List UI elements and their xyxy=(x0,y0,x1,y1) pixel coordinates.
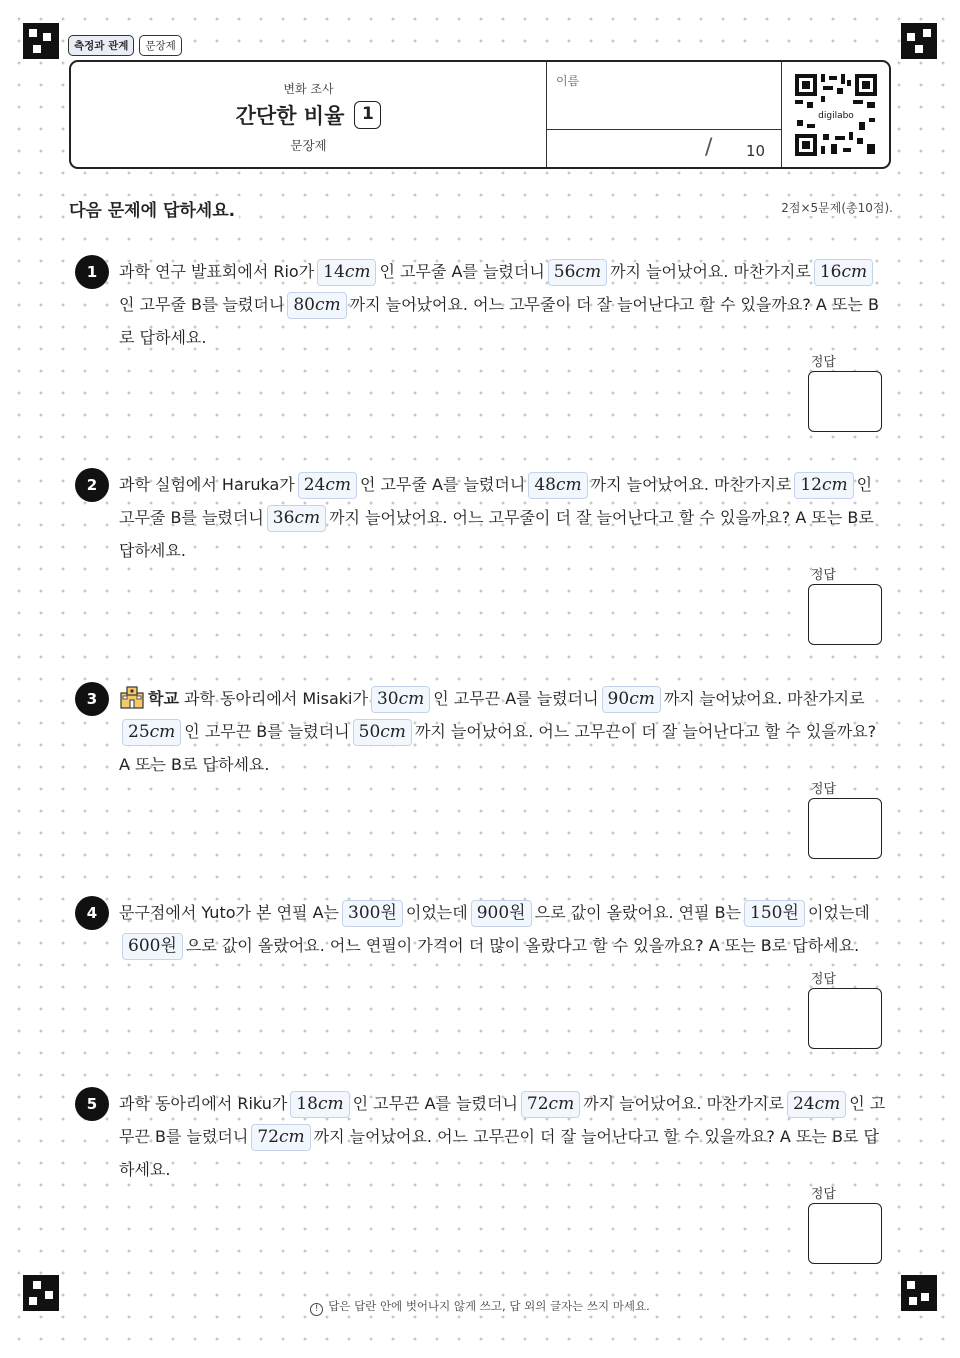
worksheet-header xyxy=(69,60,891,169)
answer-label: 정답 xyxy=(810,568,836,583)
value-unit: cm xyxy=(398,689,425,709)
value-box xyxy=(548,259,607,286)
divider xyxy=(547,129,781,130)
header-subtitle: 변화 조사 xyxy=(283,82,334,96)
instruction-text: 다음 문제에 답하세요. xyxy=(69,196,239,221)
problem-text-segment: 과학 연구 발표회에서 Rio가 xyxy=(119,262,315,281)
answer-label: 정답 xyxy=(810,782,836,797)
value-box xyxy=(814,259,873,286)
value-box xyxy=(267,505,326,532)
value-box xyxy=(471,900,532,927)
tag-type: 문장제 xyxy=(139,35,181,56)
problem-text-segment: 인 고무끈 B를 늘렸더니 xyxy=(119,1094,886,1146)
problem-text-segment: 까지 늘어났어요. 어느 고무끈이 더 잘 늘어난다고 할 수 있을까요? A 또는 B로 답하세요. xyxy=(119,722,877,774)
value-number: 72 xyxy=(257,1127,279,1147)
value-unit: cm xyxy=(344,262,371,282)
value-number: 80 xyxy=(293,295,315,315)
qr-label: digilabo xyxy=(818,111,854,121)
value-number: 900 xyxy=(476,903,510,923)
footer-text: 답은 답란 안에 벗어나지 않게 쓰고, 답 외의 글자는 쓰지 마세요. xyxy=(328,1299,650,1313)
value-number: 16 xyxy=(819,262,842,282)
problem-text-segment: 인 고무줄 B를 늘렸더니 xyxy=(119,475,873,527)
problem-text-segment: 인 고무줄 A를 늘렸더니 xyxy=(360,475,526,494)
problem-number: 1 xyxy=(75,255,109,289)
problem-text-segment: 인 고무줄 B를 늘렸더니 xyxy=(119,295,285,314)
problem-text-segment: 과학 실험에서 Haruka가 xyxy=(119,475,295,494)
value-unit: cm xyxy=(555,475,582,495)
problem-number: 4 xyxy=(75,896,109,930)
value-box xyxy=(122,719,181,746)
value-box xyxy=(371,686,430,713)
value-box xyxy=(528,472,587,499)
scoring-info: 2점×5문제(총10점). xyxy=(781,201,893,215)
problem-text-segment: 인 고무끈 A를 늘렸더니 xyxy=(352,1094,518,1113)
value-number: 150 xyxy=(750,903,783,923)
value-unit: 원 xyxy=(380,903,397,923)
problem-text-segment: 이었는데 xyxy=(405,903,468,922)
corner-marker-top-right xyxy=(901,23,937,59)
problem-text-segment: 으로 값이 올랐어요. 어느 연필이 가격이 더 많이 올랐다고 할 수 있을까요? A 또는 B로 답하세요. xyxy=(185,936,860,955)
header-type: 문장제 xyxy=(290,138,327,153)
problem-text xyxy=(119,1087,887,1186)
school-icon xyxy=(119,685,145,709)
value-box xyxy=(521,1091,580,1118)
value-number: 18 xyxy=(296,1094,318,1114)
answer-box[interactable] xyxy=(808,988,882,1049)
value-box xyxy=(287,292,346,319)
page-title-text: 간단한 비율 xyxy=(235,104,345,128)
value-unit: cm xyxy=(629,689,655,709)
problem-text-segment: 문구점에서 Yuto가 본 연필 A는 xyxy=(119,903,339,922)
value-number: 24 xyxy=(303,475,326,495)
value-number: 56 xyxy=(553,262,576,282)
problem-prefix: 학교 xyxy=(148,689,179,708)
value-unit: cm xyxy=(548,1094,575,1114)
score-slash: / xyxy=(705,135,713,160)
value-number: 30 xyxy=(376,689,399,709)
problem-text-segment: 까지 늘어났어요. 마찬가지로 xyxy=(583,1094,784,1113)
title-block xyxy=(71,62,546,167)
value-box xyxy=(317,259,376,286)
answer-label: 정답 xyxy=(810,355,836,370)
problem-text-segment: 인 고무줄 A를 늘렸더니 xyxy=(379,262,545,281)
value-box xyxy=(787,1091,846,1118)
problem-text-segment: 인 고무끈 A를 늘렸더니 xyxy=(433,689,599,708)
answer-box[interactable] xyxy=(808,371,882,432)
value-number: 25 xyxy=(128,722,150,742)
score-total: 10 xyxy=(746,142,766,160)
problem-text-segment: 인 고무끈 B를 늘렸더니 xyxy=(184,722,350,741)
problem-5 xyxy=(75,1087,890,1268)
value-box xyxy=(251,1124,310,1151)
problem-number: 5 xyxy=(75,1087,109,1121)
value-box xyxy=(290,1091,349,1118)
problem-text-segment: 으로 값이 올랐어요. 연필 B는 xyxy=(534,903,742,922)
name-score-block xyxy=(546,62,782,167)
qr-code-icon xyxy=(793,72,879,158)
problem-text xyxy=(119,896,887,962)
value-box xyxy=(602,686,661,713)
value-number: 72 xyxy=(526,1094,549,1114)
name-label: 이름 xyxy=(556,74,580,88)
value-box xyxy=(342,900,403,927)
value-unit: cm xyxy=(314,295,341,315)
value-unit: cm xyxy=(294,508,321,528)
value-number: 48 xyxy=(534,475,556,495)
value-number: 50 xyxy=(358,722,381,742)
corner-marker-top-left xyxy=(23,23,59,59)
value-unit: cm xyxy=(822,475,848,495)
value-unit: cm xyxy=(325,475,352,495)
problem-text-segment: 까지 늘어났어요. 마찬가지로 xyxy=(663,689,865,708)
value-number: 90 xyxy=(607,689,630,709)
footer-note xyxy=(0,1298,960,1316)
answer-label: 정답 xyxy=(810,972,836,987)
value-number: 600 xyxy=(128,936,161,956)
problem-text-segment: 까지 늘어났어요. 어느 고무줄이 더 잘 늘어난다고 할 수 있을까요? A 또는 B로 답하세요. xyxy=(119,508,874,560)
value-unit: cm xyxy=(149,722,176,742)
problem-text-segment: 과학 동아리에서 Misaki가 xyxy=(184,689,368,708)
value-unit: 원 xyxy=(509,903,526,923)
problem-2 xyxy=(75,468,890,649)
value-box xyxy=(122,933,183,960)
problem-3 xyxy=(75,682,890,863)
problem-text-segment: 과학 동아리에서 Riku가 xyxy=(119,1094,288,1113)
value-box xyxy=(744,900,805,927)
tag-category: 측정과 관계 xyxy=(68,35,134,56)
problem-4 xyxy=(75,896,890,1053)
problem-text-segment: 까지 늘어났어요. 마찬가지로 xyxy=(590,475,792,494)
tag-list xyxy=(68,35,182,56)
value-box xyxy=(298,472,357,499)
problem-text-segment: 까지 늘어났어요. 어느 고무끈이 더 잘 늘어난다고 할 수 있을까요? A 또는 B로 답하세요. xyxy=(119,1127,879,1179)
problem-number: 3 xyxy=(75,682,109,716)
answer-box[interactable] xyxy=(808,584,882,645)
problem-number: 2 xyxy=(75,468,109,502)
value-box xyxy=(353,719,412,746)
problem-text-segment: 까지 늘어났어요. 마찬가지로 xyxy=(610,262,811,281)
problem-text-segment: 이었는데 xyxy=(807,903,870,922)
problem-text xyxy=(119,682,887,781)
value-number: 24 xyxy=(792,1094,815,1114)
value-number: 36 xyxy=(272,508,295,528)
value-unit: cm xyxy=(841,262,868,282)
problem-text xyxy=(119,468,887,567)
value-unit: cm xyxy=(814,1094,841,1114)
value-unit: 원 xyxy=(160,936,177,956)
problem-1 xyxy=(75,255,890,436)
value-unit: cm xyxy=(317,1094,344,1114)
value-number: 12 xyxy=(800,475,822,495)
value-box xyxy=(794,472,853,499)
value-number: 14 xyxy=(323,262,345,282)
value-unit: cm xyxy=(380,722,406,742)
value-number: 300 xyxy=(348,903,381,923)
value-unit: cm xyxy=(278,1127,305,1147)
answer-box[interactable] xyxy=(808,798,882,859)
value-unit: 원 xyxy=(782,903,799,923)
value-unit: cm xyxy=(575,262,602,282)
answer-label: 정답 xyxy=(810,1187,836,1202)
info-icon: ! xyxy=(310,1303,323,1316)
page-title xyxy=(71,100,546,130)
problem-text xyxy=(119,255,887,354)
worksheet-number: 1 xyxy=(354,101,381,129)
problem-text-segment: 까지 늘어났어요. 어느 고무줄이 더 잘 늘어난다고 할 수 있을까요? A 또는 B로 답하세요. xyxy=(119,295,879,347)
answer-box[interactable] xyxy=(808,1203,882,1264)
